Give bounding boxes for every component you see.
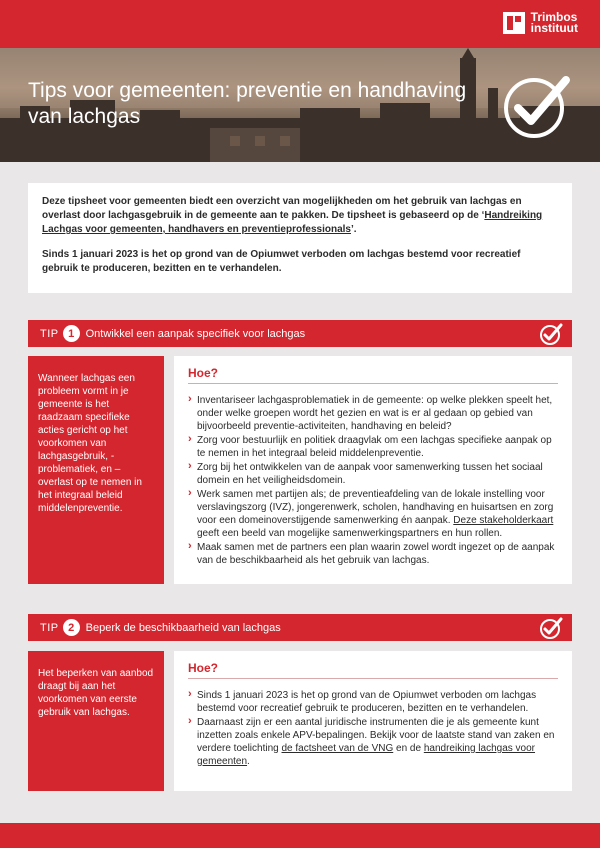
tip-label: TIP: [40, 621, 59, 634]
handreiking-link[interactable]: Handreiking Lachgas voor gemeenten, handhavers en preventieprofessionals: [42, 210, 543, 235]
tip-label: TIP: [40, 327, 59, 340]
checkmark-circle-icon: [538, 321, 564, 347]
how-heading: Hoe?: [188, 366, 558, 384]
trimbos-logo[interactable]: [503, 12, 578, 34]
list-item: › Sinds 1 januari 2023 is het op grond van de Opiumwet verboden om lachgas bestemd voor recreatief gebruik te produceren, bezitten en te verhandelen.: [188, 689, 558, 715]
intro-paragraph-1: Deze tipsheet voor gemeenten biedt een overzicht van mogelijkheden om het gebruik van lachgas en overlast door lachgasgebruik in de gemeente aan te pakken. De tipsheet is gebaseerd op de ‘Handreiking Lachgas voor gemeenten, handhavers en preventieprofessionals’.: [42, 196, 543, 235]
stakeholderkaart-link[interactable]: Deze stakeholderkaart: [453, 515, 554, 526]
list-item: › Maak samen met de partners een plan waarin zowel wordt ingezet op de aanpak van de beschikbaarheid als het gebruik van lachgas.: [188, 541, 558, 567]
vng-factsheet-link[interactable]: de factsheet van de VNG: [281, 743, 394, 754]
tip-title: Ontwikkel een aanpak specifiek voor lachgas: [85, 327, 306, 340]
bottom-bar: [0, 823, 600, 848]
list-item: › Zorg voor bestuurlijk en politiek draagvlak om een lachgas specifieke aanpak op te nemen in het integraal beleid middelenpreventie.: [188, 434, 558, 460]
how-heading: Hoe?: [188, 661, 558, 679]
tip-number-badge: 2: [63, 619, 80, 636]
logo-line-1: Trimbos: [530, 10, 578, 24]
checkmark-circle-icon: [500, 70, 572, 142]
intro-paragraph-2: Sinds 1 januari 2023 is het op grond van de Opiumwet verboden om lachgas bestemd voor recreatief gebruik te produceren, bezitten en te verhandelen.: [42, 249, 521, 274]
tip-2-list: [188, 689, 558, 768]
tip-2-summary: Het beperken van aanbod draagt bij aan het voorkomen van eerste gebruik van lachgas.: [28, 651, 164, 791]
tip-2-panel: [174, 651, 572, 791]
intro-box: [28, 183, 572, 293]
list-item: › Zorg bij het ontwikkelen van de aanpak voor samenwerking tussen het sociaal domein en het veiligheidsdomein.: [188, 461, 558, 487]
page-title: Tips voor gemeenten: preventie en handhaving van lachgas: [28, 79, 467, 128]
tip-2-header: [28, 614, 572, 641]
tip-1-header: [28, 320, 572, 347]
list-item: › Inventariseer lachgasproblematiek in de gemeente: op welke plekken speelt het, onder welke groepen wordt het gezien en wat is er al gedaan op gebied van bijvoorbeeld preventie-activiteiten, handhaving en beleid?: [188, 394, 558, 433]
list-item: › Werk samen met partijen als; de preventieafdeling van de lokale instelling voor verslavingszorg (IVZ), jongerenwerk, scholen, handhaving en huisartsen en zorg voor een domeinoverstijgende samenwerking én aanpak. Deze stakeholderkaart geeft een beeld van mogelijke samenwerkingspartners en hun rollen.: [188, 488, 558, 540]
trimbos-logo-icon: [503, 12, 525, 34]
tip-1-list: [188, 394, 558, 567]
tip-number-badge: 1: [63, 325, 80, 342]
handreiking-lachgas-link[interactable]: handreiking lachgas voor gemeenten: [197, 743, 536, 767]
checkmark-circle-icon: [538, 615, 564, 641]
tip-1-panel: [174, 356, 572, 584]
hero-banner: [0, 48, 600, 162]
logo-line-2: instituut: [530, 21, 578, 35]
list-item: › Daarnaast zijn er een aantal juridische instrumenten die je als gemeente kunt inzetten zoals enkele APV-bepalingen. Bekijk voor de laatste stand van zaken en verdere toelichting de factsheet van de VNG en de handreiking lachgas voor gemeenten.: [188, 716, 558, 768]
top-bar: [0, 0, 600, 48]
tip-title: Beperk de beschikbaarheid van lachgas: [85, 621, 281, 634]
tip-1-summary: Wanneer lachgas een probleem vormt in je gemeente is het raadzaam specifieke acties gericht op het voorkomen van lachgasgebruik, -problematiek, en –overlast op te nemen in het integraal beleid middelenpreventie.: [28, 356, 164, 584]
